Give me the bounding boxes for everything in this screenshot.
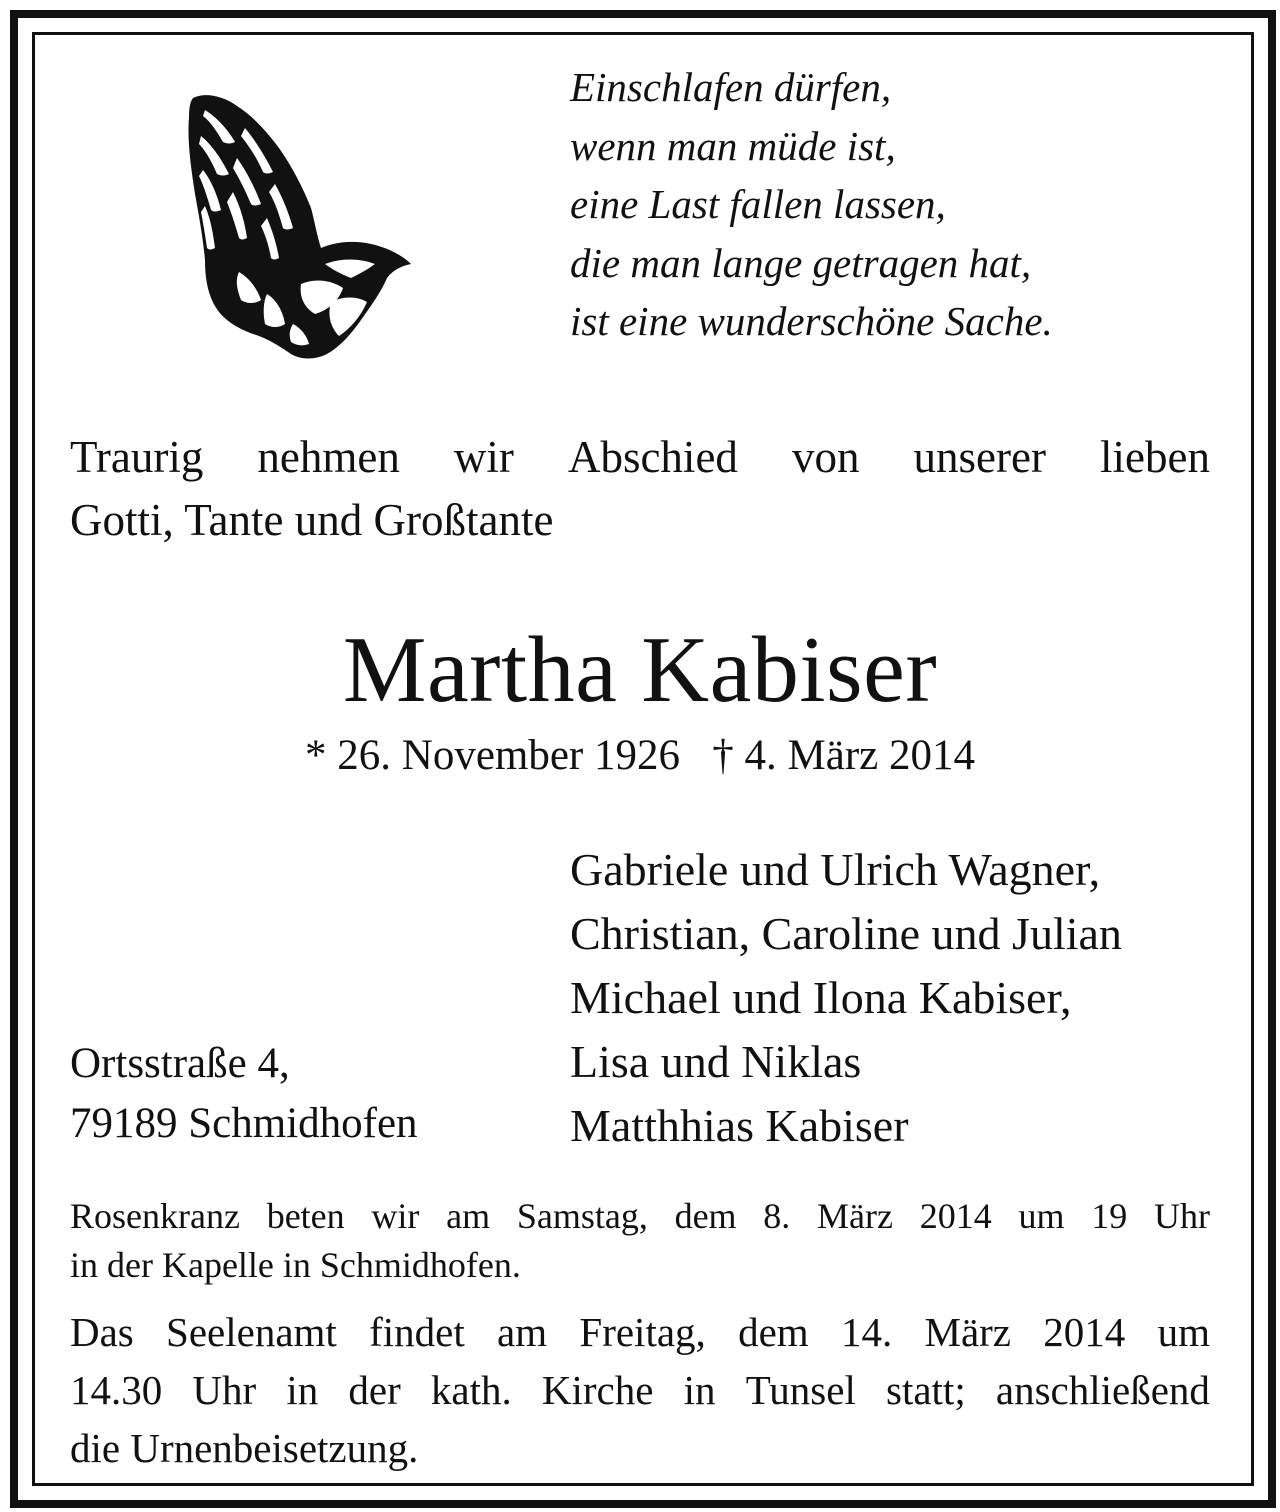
requiem-word: Seelenamt (166, 1309, 337, 1355)
requiem-notice (70, 1303, 1210, 1477)
address-street: Ortsstraße 4, (70, 1040, 290, 1087)
requiem-line-2 (70, 1361, 1210, 1419)
praying-hands-icon (175, 88, 425, 363)
rosary-word: am (446, 1196, 491, 1236)
requiem-word: Kirche (541, 1367, 654, 1413)
rosary-line-2: in der Kapelle in Schmidhofen. (70, 1245, 521, 1285)
requiem-word: am (497, 1309, 548, 1355)
requiem-word: der (348, 1367, 401, 1413)
rosary-word: wir (371, 1196, 420, 1236)
requiem-word: 2014 (1043, 1309, 1126, 1355)
intro-word: von (791, 432, 860, 482)
rosary-word: 8. (763, 1196, 791, 1236)
requiem-word: in (286, 1367, 319, 1413)
requiem-word: Freitag, (579, 1309, 706, 1355)
intro-word: Abschied (567, 432, 738, 482)
rosary-word: Samstag, (516, 1196, 648, 1236)
intro-word: lieben (1100, 432, 1210, 482)
requiem-word: um (1157, 1309, 1210, 1355)
intro-word: Traurig (70, 432, 204, 482)
poem-line: Einschlafen dürfen, (570, 64, 892, 110)
rosary-word: März (817, 1196, 893, 1236)
requiem-word: 14.30 (70, 1367, 163, 1413)
requiem-line-1 (70, 1303, 1210, 1361)
requiem-word: dem (738, 1309, 809, 1355)
intro-word: nehmen (257, 432, 400, 482)
poem-line: wenn man müde ist, (570, 122, 896, 169)
intro-word: unserer (913, 432, 1046, 482)
mourner-line: Michael und Ilona Kabiser, (570, 972, 1072, 1023)
requiem-word: Tunsel (745, 1367, 856, 1413)
rosary-word: um (1018, 1196, 1065, 1236)
rosary-word: dem (674, 1196, 737, 1236)
rosary-word: 19 (1091, 1196, 1128, 1236)
poem-line: ist eine wunderschöne Sache. (570, 298, 1053, 344)
requiem-word: in (683, 1367, 716, 1413)
rosary-word: Uhr (1153, 1196, 1210, 1236)
requiem-word: statt; (886, 1367, 966, 1413)
address (70, 1034, 418, 1154)
mourner-line: Matthhias Kabiser (570, 1100, 909, 1151)
requiem-word: kath. (430, 1367, 512, 1413)
mourners-list (570, 838, 1122, 1158)
requiem-word: findet (369, 1309, 465, 1355)
requiem-word: 14. (840, 1309, 893, 1355)
poem-line: die man lange getragen hat, (570, 239, 1032, 286)
poem (570, 58, 1053, 351)
requiem-word: anschließend (995, 1367, 1210, 1413)
requiem-word: Uhr (192, 1367, 257, 1413)
requiem-word: Das (70, 1309, 134, 1355)
rosary-line-1 (70, 1192, 1210, 1241)
requiem-line-3: die Urnenbeisetzung. (70, 1425, 419, 1471)
deceased-name: Martha Kabiser (342, 618, 938, 722)
intro-line-2: Gotti, Tante und Großtante (70, 495, 554, 545)
life-dates: * 26. November 1926 † 4. März 2014 (305, 732, 975, 779)
mourner-line: Lisa und Niklas (570, 1036, 862, 1087)
poem-line: eine Last fallen lassen, (570, 181, 946, 227)
intro-text (70, 426, 1210, 552)
mourner-line: Christian, Caroline und Julian (570, 908, 1122, 959)
rosary-word: Rosenkranz (70, 1196, 240, 1236)
rosary-word: 2014 (919, 1196, 992, 1236)
mourner-line: Gabriele und Ulrich Wagner, (570, 844, 1101, 895)
rosary-word: beten (266, 1196, 345, 1236)
requiem-word: März (924, 1309, 1011, 1355)
rosary-notice (70, 1192, 1210, 1290)
address-city: 79189 Schmidhofen (70, 1100, 418, 1147)
intro-line-1 (70, 426, 1210, 489)
intro-word: wir (453, 432, 514, 482)
